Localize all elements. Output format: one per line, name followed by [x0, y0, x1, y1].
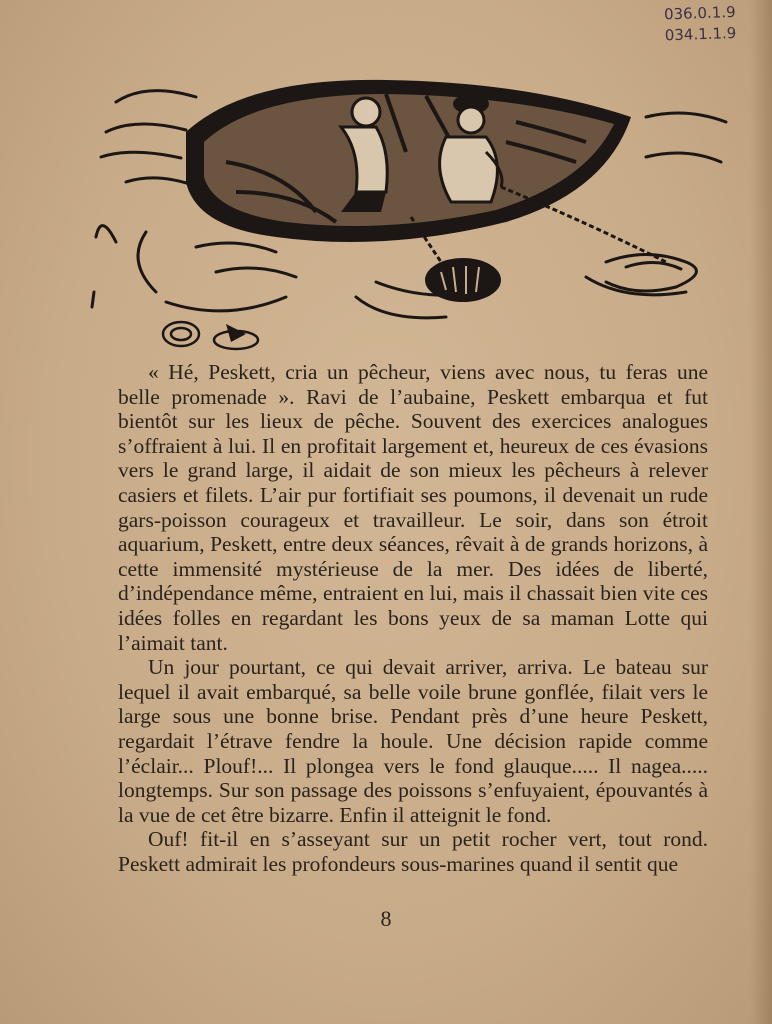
shelfmark-line-1: 036.0.1.9: [663, 2, 736, 24]
shelfmark-line-2: 034.1.1.9: [664, 23, 737, 45]
fishing-boat-illustration: [86, 62, 736, 362]
paragraph-3: Ouf! fit-il en s’asseyant sur un petit rocher vert, tout rond. Peskett admirait les profondeurs sous-marines quand il sentit que: [118, 827, 708, 876]
story-text: [118, 360, 708, 876]
paragraph-1: « Hé, Peskett, cria un pêcheur, viens avec nous, tu feras une belle promenade ». Ravi de l’aubaine, Peskett embarqua et fut bientôt sur les lieux de pêche. Souvent des exercices analogues s’offraient à lui. Il en profitait largement et, heureux de ces évasions vers le grand large, il aidait de son mieux les pêcheurs à relever casiers et filets. L’air pur fortifiait ses poumons, il devenait un rude gars-poisson courageux et travailleur. Le soir, dans son étroit aquarium, Peskett, entre deux séances, rêvait à de grands horizons, à cette immensité mystérieuse de la mer. Des idées de liberté, d’indépendance même, entraient en lui, mais il chassait bien vite ces idées folles en regardant les bons yeux de sa maman Lotte qui l’aimait tant.: [118, 360, 708, 655]
paragraph-2: Un jour pourtant, ce qui devait arriver, arriva. Le bateau sur lequel il avait embarqué, sa belle voile brune gonflée, filait vers le large sous une bonne brise. Pendant près d’une heure Peskett, regardait l’étrave fendre la houle. Une décision rapide comme l’éclair... Plouf!... Il plongea vers le fond glauque..... Il nagea..... longtemps. Sur son passage des poissons s’enfuyaient, épouvantés à la vue de cet être bizarre. Enfin il atteignit le fond.: [118, 655, 708, 827]
page-number: 8: [380, 906, 392, 931]
archive-shelfmark: [615, 2, 736, 48]
